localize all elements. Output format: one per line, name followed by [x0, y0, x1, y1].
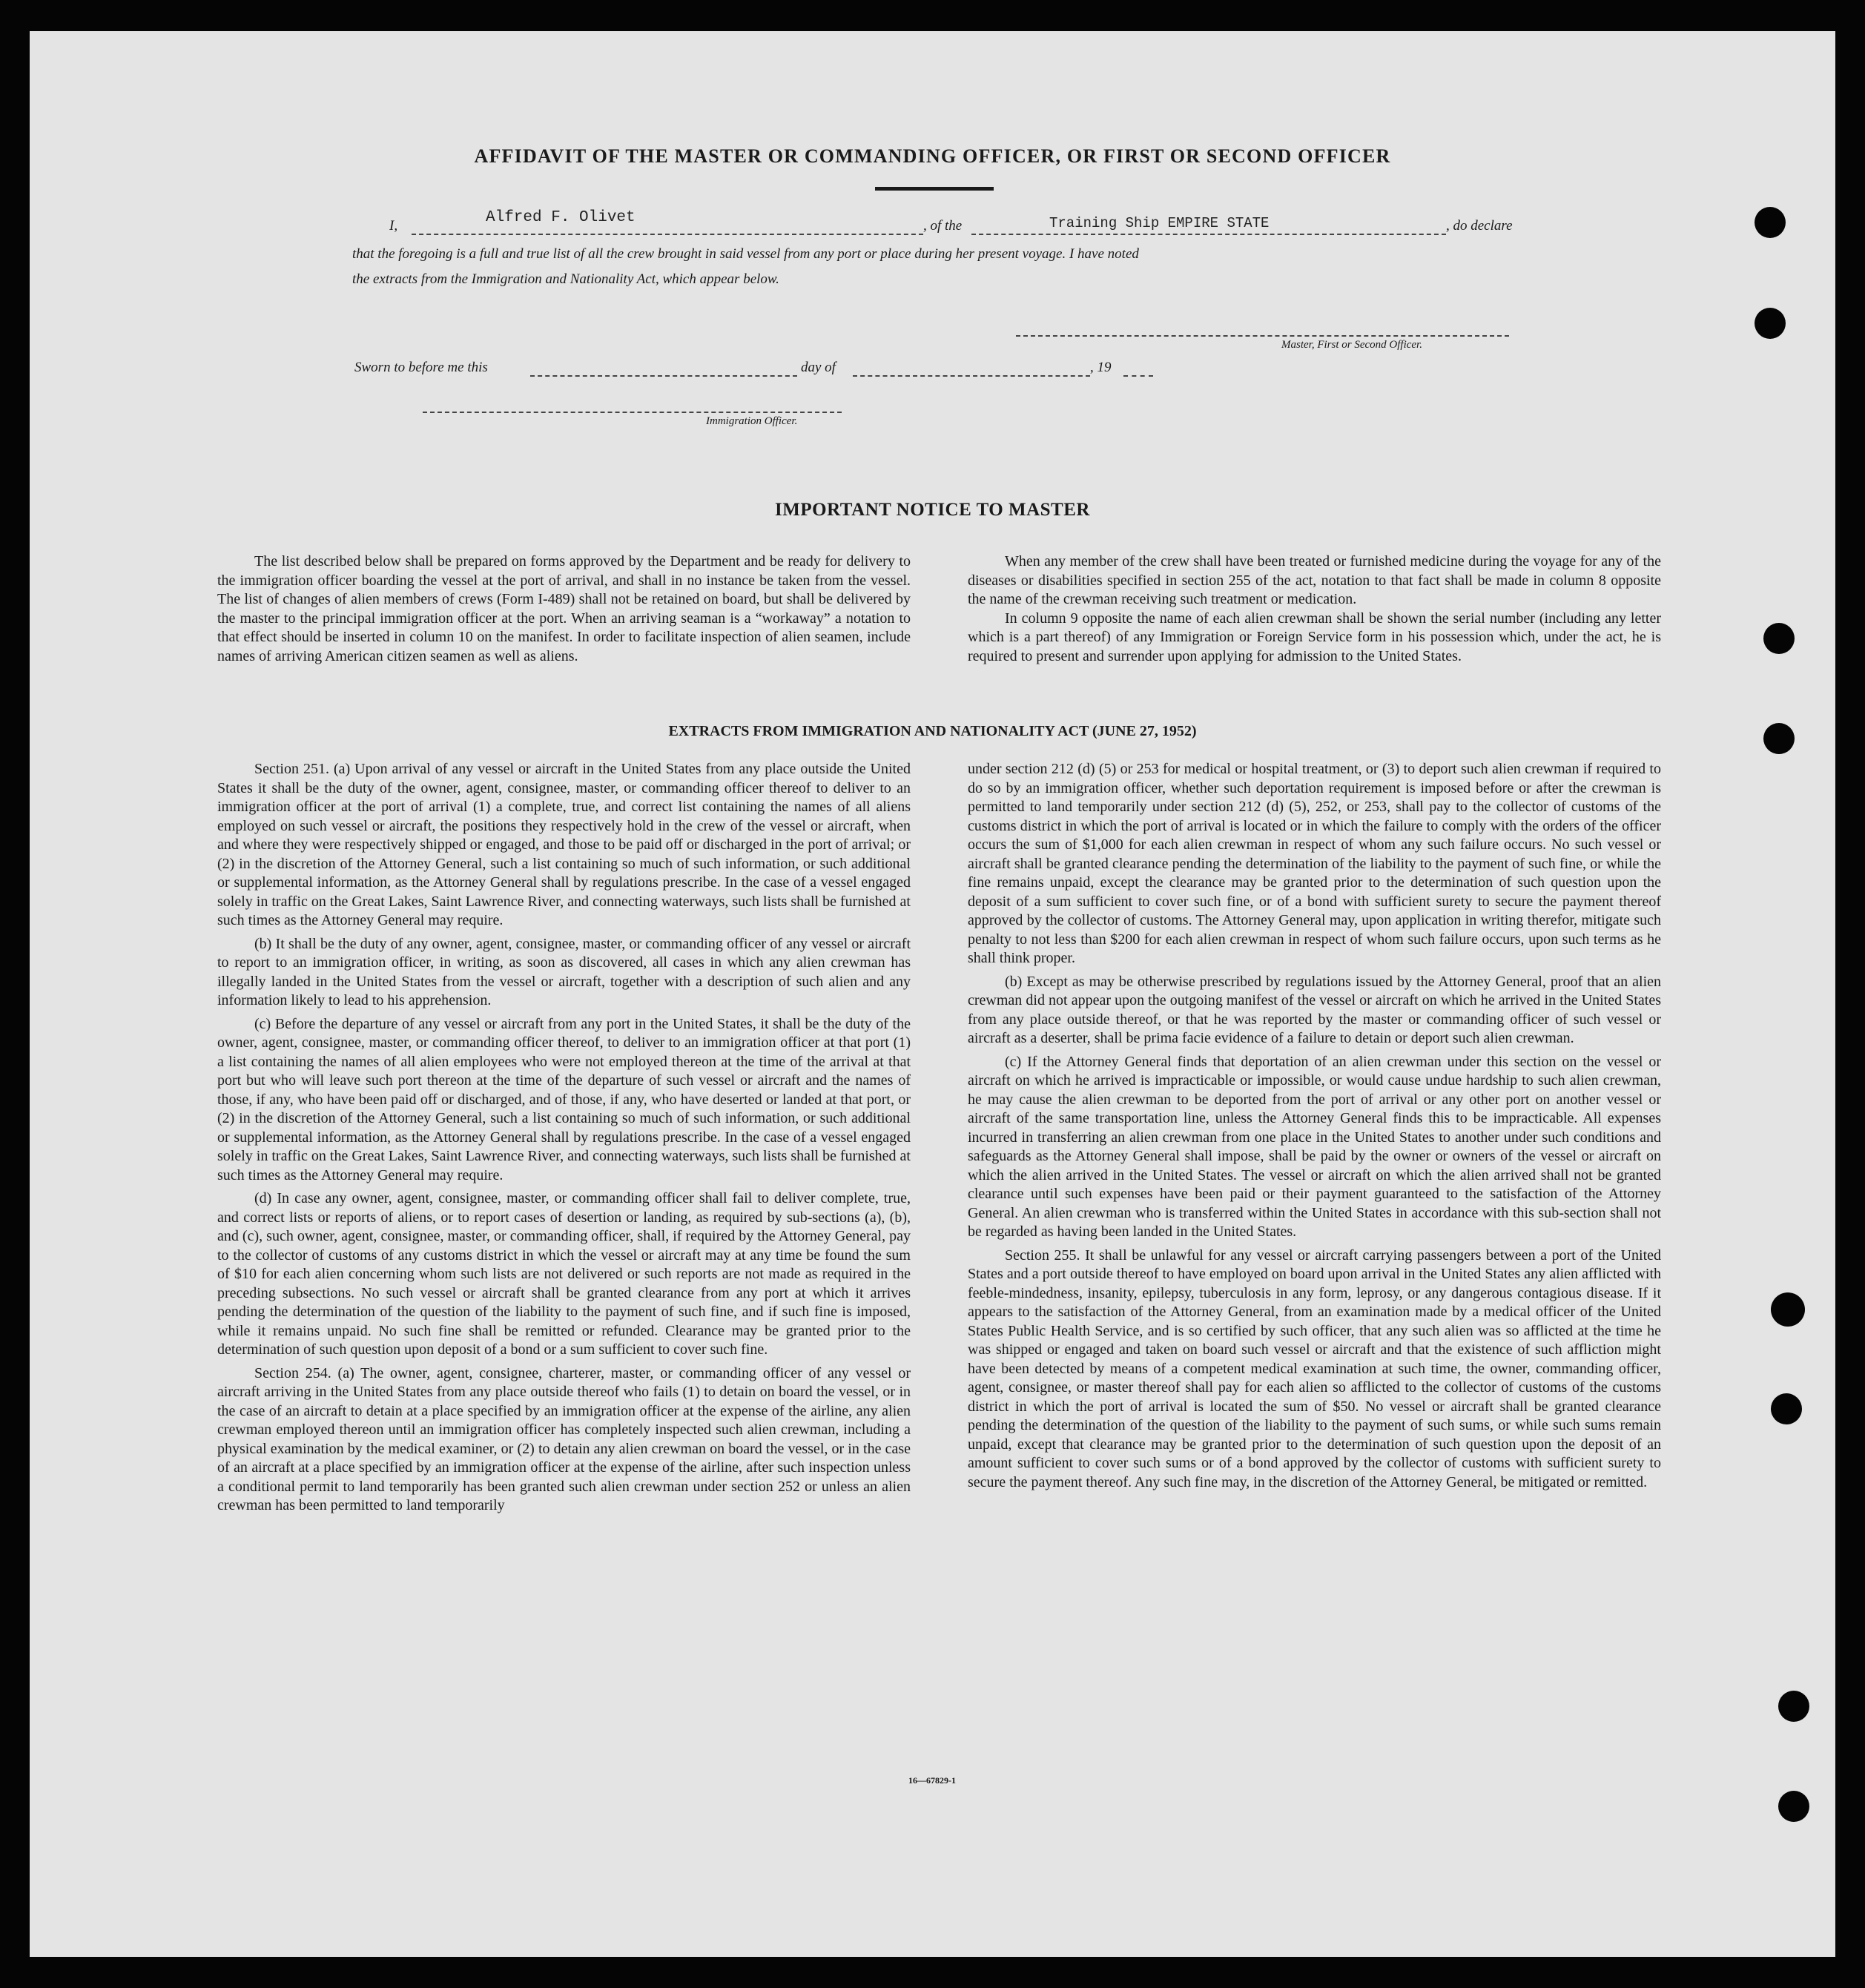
of-the-label: , of the — [923, 218, 963, 234]
vessel-name: Training Ship EMPIRE STATE — [1049, 215, 1270, 231]
section-255: Section 255. It shall be unlawful for any vessel or aircraft carrying passengers between a port of the United States and a port outside thereof to have employed on board upon arrival in the United States any alien afflicted with feeble-mindedness, insanity, epilepsy, tuberculosis in any form, leprosy, or any dangerous contagious disease. If it appears to the satisfaction of the Attorney General, from an examination made by a medical officer of the United States Public Health Service, and is so certified by such officer, that any such alien was so afflicted at the time he was shipped or engaged and taken on board such vessel or aircraft and that the existence of such affliction might have been detected by means of a competent medical examination at such time, the owner, commanding officer, agent, consignee, or master thereof shall pay for each alien so afflicted to the collector of customs of the customs district in which the port of arrival is located the sum of $50. No vessel or aircraft shall be granted clearance pending the determination of the question of the liability to the payment of such sums, or while such sums remain unpaid, except that clearance may be granted prior to the determination of such question upon the deposit of an amount sufficient to cover such sums or of a bond approved by the collector of customs with sufficient surety to secure the payment thereof. Any such fine may, in the discretion of the Attorney General, be mitigated or remitted. — [968, 1246, 1661, 1490]
document-page — [30, 31, 1835, 1957]
affidavit-title: AFFIDAVIT OF THE MASTER OR COMMANDING OFFICER, OR FIRST OR SECOND OFFICER — [474, 145, 1391, 167]
declaration-line-2: the extracts from the Immigration and Nationality Act, which appear below. — [352, 271, 779, 287]
vessel-name-line — [971, 234, 1446, 235]
notice-left-column — [217, 552, 911, 670]
form-number: 16—67829-1 — [908, 1775, 956, 1786]
notice-right-paragraph-2: In column 9 opposite the name of each alien crewman shall be shown the serial number (including any letter which is a part thereof) of any Immigration or Foreign Service form in his possession which, under the act, he is required to present and surrender upon applying for admission to the United States. — [968, 610, 1661, 664]
extracts-right-column — [968, 760, 1661, 1496]
officer-name-line — [412, 234, 923, 235]
notice-right-column — [968, 552, 1661, 670]
i-label: I, — [389, 218, 398, 234]
section-251-a: Section 251. (a) Upon arrival of any vessel or aircraft in the United States from any place outside the United States it shall be the duty of the owner, agent, consignee, master, or commanding officer thereof to deliver to an immigration officer at the port of arrival (1) a complete, true, and correct list containing the names of all aliens employed on such vessel or aircraft, the positions they respectively hold in the crew of the vessel or aircraft, when and where they were respectively shipped or engaged, and those to be paid off or discharged in the port of arrival; or (2) in the discretion of the Attorney General, such a list containing so much of such information, or such additional or supplemental information, as the Attorney General shall by regulations prescribe. In the case of a vessel engaged solely in traffic on the Great Lakes, Saint Lawrence River, and connecting waterways, such lists shall be furnished at such times as the Attorney General may require. — [217, 761, 911, 928]
binder-hole — [1771, 1292, 1805, 1327]
declaration-line-1: that the foregoing is a full and true list of all the crew brought in said vessel from any port or place during her present voyage. I have noted — [352, 246, 1139, 262]
section-254-a: Section 254. (a) The owner, agent, consignee, charterer, master, or commanding officer of any vessel or aircraft arriving in the United States from any place outside thereof who fails (1) to detain on board the vessel, or in the case of an aircraft to detain at a place specified by an immigration officer at the expense of the airline, any alien crewman employed thereon until an immigration officer has completely inspected such alien crewman, including a physical examination by the medical examiner, or (2) to detain any alien crewman on board the vessel, or in the case of an aircraft at a place specified by an immigration officer at the expense of the airline, after such inspection unless a conditional permit to land temporarily has been granted such alien crewman under section 252 or unless an alien crewman has been permitted to land temporarily — [217, 1364, 911, 1513]
immigration-signature-line — [423, 412, 842, 413]
master-signature-line — [1016, 335, 1509, 337]
sworn-month-line — [853, 375, 1090, 377]
binder-hole — [1771, 1393, 1802, 1424]
section-254-c: (c) If the Attorney General finds that deportation of an alien crewman under this section on the vessel or aircraft on which he arrived is impracticable or impossible, or would cause undue hardship to such alien crewman, he may cause the alien crewman to be deported from the port of arrival or any other port on another vessel or aircraft of the same transportation line, unless the Attorney General finds this to be impracticable. All expenses incurred in transferring an alien crewman from one place in the United States to another under such conditions and safeguards as the Attorney General shall impose, shall be paid by the owner or owners of the vessel or aircraft on which the alien arrived in the United States. The vessel or aircraft on which the alien arrived shall not be granted clearance until such expenses have been paid or their payment guaranteed to the satisfaction of the Attorney General. An alien crewman who is transferred within the United States in accordance with this sub-section shall not be regarded as having been landed in the United States. — [968, 1053, 1661, 1240]
binder-hole — [1755, 308, 1786, 339]
year-prefix: , 19 — [1090, 360, 1112, 375]
section-251-d: (d) In case any owner, agent, consignee, master, or commanding officer shall fail to deliver complete, true, and correct lists or reports of aliens, or to report cases of desertion or landing, as required by sub-sections (a), (b), and (c), such owner, agent, consignee, master, or commanding officer, shall, if required by the Attorney General, pay to the collector of customs of any customs district in which the vessel or aircraft may at any time be found the sum of $10 for each alien concerning whom such lists are not delivered or such reports are not made as required in the preceding subsections. No such vessel or aircraft shall be granted clearance from any port at which it arrives pending the determination of the question of the liability to the payment of such fine, and if such fine is imposed, while it remains unpaid. No such fine shall be remitted or refunded. Clearance may be granted prior to the determination of such question upon deposit of a bond or a sum sufficient to cover such fine. — [217, 1190, 911, 1358]
sworn-day-line — [530, 375, 797, 377]
master-caption: Master, First or Second Officer. — [1281, 339, 1422, 351]
section-251-b: (b) It shall be the duty of any owner, agent, consignee, master, or commanding officer of any vessel or aircraft to report to an immigration officer, in writing, as soon as discovered, all cases in which any alien crewman has illegally landed in the United States from the vessel or aircraft, together with a description of such alien and any information likely to lead to his apprehension. — [217, 935, 911, 1008]
day-of-label: day of — [801, 360, 836, 375]
do-declare-label: , do declare — [1446, 218, 1513, 234]
binder-hole — [1778, 1791, 1809, 1822]
officer-name: Alfred F. Olivet — [486, 209, 636, 226]
binder-hole — [1763, 623, 1795, 654]
notice-heading: IMPORTANT NOTICE TO MASTER — [775, 500, 1090, 520]
extracts-left-column — [217, 760, 911, 1520]
section-254-a-continued: under section 212 (d) (5) or 253 for medical or hospital treatment, or (3) to deport such alien crewman if required to do so by an immigration officer, whether such deportation requirement is imposed before or after the crewman is permitted to land temporarily under section 212 (d) (5), 252, or 253, shall pay to the collector of customs of the customs district in which the port of arrival is located or in which the failure to comply with the orders of the officer occurs the sum of $1,000 for each alien crewman in respect of whom any such failure occurs. No such vessel or aircraft shall be granted clearance pending the determination of the liability to the payment of such fine, or while the fine remains unpaid, except the clearance may be granted prior to the determination of such question upon the deposit of a sum sufficient to cover such fine, or of a bond with sufficient surety to secure the payment thereof approved by the collector of customs. The Attorney General may, upon application in writing therefor, mitigate such penalty to not less than $200 for each alien crewman in respect of whom such failure occurs, upon such terms as he shall think proper. — [968, 761, 1661, 966]
notice-left-paragraph: The list described below shall be prepared on forms approved by the Department and be ready for delivery to the immigration officer boarding the vessel at the port of arrival, and shall in no instance be taken from the vessel. The list of changes of alien members of crews (Form I-489) shall not be retained on board, but shall be delivered by the master to the principal immigration officer at the port. When an arriving seaman is a “workaway” a notation to that effect should be inserted in column 10 on the manifest. In order to facilitate inspection of alien seamen, include names of arriving American citizen seamen as well as aliens. — [217, 553, 911, 664]
section-251-c: (c) Before the departure of any vessel or aircraft from any port in the United States, it shall be the duty of the owner, agent, consignee, master, or commanding officer thereof, to deliver to an immigration officer at that port (1) a list containing the names of all alien employees who were not employed thereon at the time of the arrival at that port but who will leave such port thereon at the time of the departure of such vessel or aircraft and the names of those, if any, who have been paid off or discharged, and of those, if any, who have deserted or landed at that port, or (2) in the discretion of the Attorney General, such a list containing so much of such information, or such additional or supplemental information, as the Attorney General shall by regulations prescribe. In the case of a vessel engaged solely in traffic on the Great Lakes, Saint Lawrence River, and connecting waterways, such lists shall be furnished at such times as the Attorney General may require. — [217, 1015, 911, 1183]
sworn-label: Sworn to before me this — [354, 360, 488, 375]
binder-hole — [1778, 1691, 1809, 1722]
notice-right-paragraph-1: When any member of the crew shall have been treated or furnished medicine during the voyage for any of the diseases or disabilities specified in section 255 of the act, notation to that fact shall be made in column 8 opposite the name of the crewman receiving such treatment or medication. — [968, 553, 1661, 607]
binder-hole — [1763, 723, 1795, 754]
title-rule — [875, 187, 994, 191]
section-254-b: (b) Except as may be otherwise prescribed by regulations issued by the Attorney General, proof that an alien crewman did not appear upon the outgoing manifest of the vessel or aircraft on which he arrived in the United States from any place outside thereof, or that he was reported by the master or commanding officer of such vessel or aircraft as a deserter, shall be prima facie evidence of a failure to detain or deport such alien crewman. — [968, 973, 1661, 1046]
immigration-caption: Immigration Officer. — [706, 415, 798, 427]
sworn-year-line — [1123, 375, 1153, 377]
binder-hole — [1755, 207, 1786, 238]
extracts-heading: EXTRACTS FROM IMMIGRATION AND NATIONALITY ACT (JUNE 27, 1952) — [668, 723, 1197, 739]
